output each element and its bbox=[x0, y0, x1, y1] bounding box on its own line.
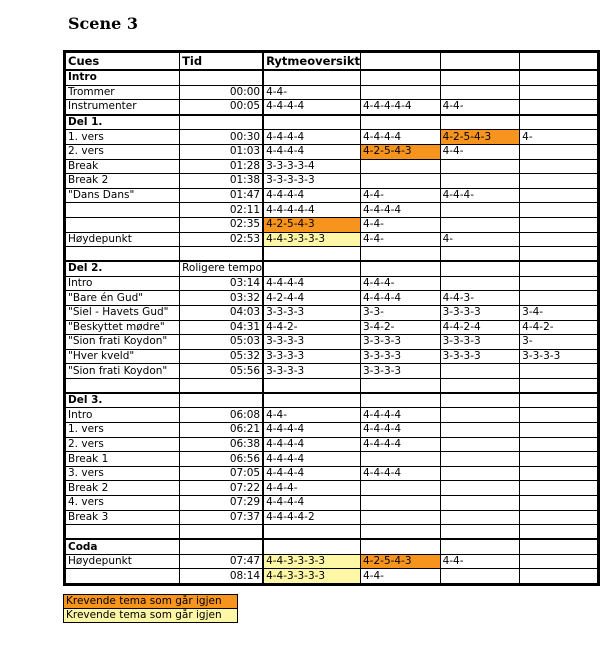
legend-orange: Krevende tema som går igjen bbox=[63, 594, 238, 609]
rhythm-cell bbox=[361, 174, 441, 189]
table-row bbox=[65, 291, 599, 306]
rhythm-cell: 4-4- bbox=[440, 144, 520, 159]
rhythm-cell bbox=[440, 174, 520, 189]
cue-table bbox=[63, 50, 600, 586]
rhythm-cell bbox=[440, 159, 520, 174]
table-row bbox=[65, 85, 599, 100]
time-cell: 05:56 bbox=[180, 364, 264, 379]
rhythm-cell bbox=[520, 291, 599, 306]
rhythm-cell: 4- bbox=[520, 130, 599, 145]
rhythm-cell bbox=[520, 554, 599, 569]
rhythm-cell bbox=[520, 144, 599, 159]
time-cell: 07:22 bbox=[180, 481, 264, 496]
table-row bbox=[65, 232, 599, 247]
rhythm-cell: 4-4-3-3-3-3 bbox=[263, 569, 360, 585]
cue-cell: 3. vers bbox=[65, 466, 180, 481]
rhythm-cell bbox=[520, 115, 599, 130]
section-row bbox=[65, 539, 599, 554]
rhythm-cell bbox=[361, 261, 441, 276]
cue-cell bbox=[65, 217, 180, 232]
header-cell bbox=[520, 52, 599, 71]
cue-cell: "Beskyttet mødre" bbox=[65, 320, 180, 335]
section-row bbox=[65, 70, 599, 85]
table-row bbox=[65, 569, 599, 585]
rhythm-cell bbox=[520, 188, 599, 203]
cue-cell: 2. vers bbox=[65, 437, 180, 452]
table-row bbox=[65, 554, 599, 569]
rhythm-cell: 3-3-3-3 bbox=[263, 349, 360, 364]
time-cell: 07:47 bbox=[180, 554, 264, 569]
time-cell: 02:53 bbox=[180, 232, 264, 247]
rhythm-cell bbox=[520, 481, 599, 496]
header-cell bbox=[440, 52, 520, 71]
rhythm-cell: 4-4-4-4 bbox=[263, 496, 360, 511]
rhythm-cell: 3-4-2- bbox=[361, 320, 441, 335]
time-cell: 05:32 bbox=[180, 349, 264, 364]
rhythm-cell: 4-4-4- bbox=[263, 481, 360, 496]
rhythm-cell: 4-4-4-4 bbox=[263, 100, 360, 115]
rhythm-cell: 4-4-4-4 bbox=[263, 130, 360, 145]
time-cell bbox=[180, 70, 264, 85]
cue-cell: Intro bbox=[65, 408, 180, 423]
rhythm-cell bbox=[440, 525, 520, 540]
rhythm-cell: 4-4-4-4-4 bbox=[263, 203, 360, 218]
rhythm-cell: 4-2-5-4-3 bbox=[263, 217, 360, 232]
legend-yellow: Krevende tema som går igjen bbox=[63, 609, 238, 623]
rhythm-cell bbox=[520, 510, 599, 525]
rhythm-cell: 4-4-2-4 bbox=[440, 320, 520, 335]
rhythm-cell bbox=[263, 261, 360, 276]
rhythm-cell: 4-4-4-4 bbox=[263, 188, 360, 203]
header-cell: Rytmeoversikt bbox=[263, 52, 360, 71]
rhythm-cell bbox=[361, 510, 441, 525]
cue-cell: Del 1. bbox=[65, 115, 180, 130]
time-cell: Roligere tempo bbox=[180, 261, 264, 276]
rhythm-cell bbox=[361, 393, 441, 408]
table-row bbox=[65, 364, 599, 379]
cue-cell: "Siel - Havets Gud" bbox=[65, 305, 180, 320]
table-header-row bbox=[65, 52, 599, 71]
rhythm-cell: 4-4-2- bbox=[520, 320, 599, 335]
spacer-row bbox=[65, 247, 599, 262]
cue-cell: Intro bbox=[65, 70, 180, 85]
table-row bbox=[65, 349, 599, 364]
cue-cell bbox=[65, 569, 180, 585]
rhythm-cell: 3-3-3-3 bbox=[361, 349, 441, 364]
table-row bbox=[65, 466, 599, 481]
rhythm-cell bbox=[361, 525, 441, 540]
time-cell: 07:05 bbox=[180, 466, 264, 481]
table-row bbox=[65, 423, 599, 438]
time-cell bbox=[180, 115, 264, 130]
rhythm-cell: 3-3-3-3-4 bbox=[263, 159, 360, 174]
rhythm-cell: 4-2-5-4-3 bbox=[361, 144, 441, 159]
rhythm-cell bbox=[440, 217, 520, 232]
cue-cell: "Sion frati Koydon" bbox=[65, 335, 180, 350]
rhythm-cell bbox=[440, 481, 520, 496]
time-cell: 00:05 bbox=[180, 100, 264, 115]
rhythm-cell: 4-2-5-4-3 bbox=[361, 554, 441, 569]
rhythm-cell: 4-4- bbox=[361, 569, 441, 585]
table-row bbox=[65, 276, 599, 291]
cue-cell: Break bbox=[65, 159, 180, 174]
time-cell: 01:03 bbox=[180, 144, 264, 159]
rhythm-cell bbox=[361, 159, 441, 174]
rhythm-cell bbox=[440, 466, 520, 481]
header-cell bbox=[361, 52, 441, 71]
cue-cell: 2. vers bbox=[65, 144, 180, 159]
rhythm-cell: 4-4-4-4 bbox=[361, 203, 441, 218]
table-row bbox=[65, 188, 599, 203]
time-cell: 07:29 bbox=[180, 496, 264, 511]
rhythm-cell: 4-4- bbox=[361, 188, 441, 203]
table-row bbox=[65, 510, 599, 525]
rhythm-cell: 3-3-3-3 bbox=[361, 364, 441, 379]
cue-cell: Del 3. bbox=[65, 393, 180, 408]
rhythm-cell: 3-3-3-3 bbox=[440, 305, 520, 320]
time-cell bbox=[180, 525, 264, 540]
time-cell: 01:38 bbox=[180, 174, 264, 189]
spacer-row bbox=[65, 525, 599, 540]
rhythm-cell bbox=[263, 393, 360, 408]
rhythm-cell bbox=[520, 452, 599, 467]
rhythm-cell bbox=[440, 247, 520, 262]
rhythm-cell: 4-4-4- bbox=[361, 276, 441, 291]
rhythm-cell bbox=[440, 378, 520, 393]
rhythm-cell bbox=[440, 408, 520, 423]
rhythm-cell bbox=[440, 85, 520, 100]
cue-cell: "Dans Dans" bbox=[65, 188, 180, 203]
rhythm-cell bbox=[361, 452, 441, 467]
cue-cell: "Sion frati Koydon" bbox=[65, 364, 180, 379]
rhythm-cell bbox=[440, 539, 520, 554]
time-cell: 03:32 bbox=[180, 291, 264, 306]
rhythm-cell: 4-4-4-4 bbox=[361, 466, 441, 481]
rhythm-cell bbox=[440, 364, 520, 379]
rhythm-cell: 3-3- bbox=[361, 305, 441, 320]
rhythm-cell bbox=[520, 569, 599, 585]
time-cell: 04:03 bbox=[180, 305, 264, 320]
rhythm-cell bbox=[440, 276, 520, 291]
section-row bbox=[65, 261, 599, 276]
rhythm-cell: 4-4-4-4 bbox=[263, 437, 360, 452]
rhythm-cell bbox=[263, 115, 360, 130]
rhythm-cell bbox=[440, 423, 520, 438]
rhythm-cell bbox=[520, 85, 599, 100]
rhythm-cell: 4-4-4-4-2 bbox=[263, 510, 360, 525]
rhythm-cell bbox=[361, 378, 441, 393]
table-row bbox=[65, 159, 599, 174]
time-cell: 02:35 bbox=[180, 217, 264, 232]
cue-cell: Høydepunkt bbox=[65, 232, 180, 247]
rhythm-cell: 4-4-4-4 bbox=[361, 423, 441, 438]
rhythm-cell bbox=[361, 70, 441, 85]
rhythm-cell bbox=[440, 70, 520, 85]
rhythm-cell bbox=[520, 466, 599, 481]
cue-cell: Break 2 bbox=[65, 481, 180, 496]
rhythm-cell: 4-4- bbox=[361, 232, 441, 247]
cue-cell bbox=[65, 247, 180, 262]
cue-cell: Coda bbox=[65, 539, 180, 554]
rhythm-cell: 4-4-3-3-3-3 bbox=[263, 232, 360, 247]
rhythm-cell bbox=[263, 70, 360, 85]
rhythm-cell bbox=[520, 261, 599, 276]
cue-cell bbox=[65, 525, 180, 540]
scene-title: Scene 3 bbox=[68, 14, 138, 33]
rhythm-cell: 4-4- bbox=[263, 85, 360, 100]
cue-cell: Break 3 bbox=[65, 510, 180, 525]
rhythm-cell bbox=[440, 203, 520, 218]
time-cell: 01:47 bbox=[180, 188, 264, 203]
rhythm-cell bbox=[520, 217, 599, 232]
table-row bbox=[65, 496, 599, 511]
rhythm-cell bbox=[520, 539, 599, 554]
cue-cell: Instrumenter bbox=[65, 100, 180, 115]
rhythm-cell bbox=[520, 247, 599, 262]
cue-cell: Intro bbox=[65, 276, 180, 291]
table-row bbox=[65, 481, 599, 496]
rhythm-cell bbox=[520, 393, 599, 408]
cue-cell: Break 2 bbox=[65, 174, 180, 189]
rhythm-cell: 3- bbox=[520, 335, 599, 350]
rhythm-cell: 3-3-3-3 bbox=[440, 335, 520, 350]
table-row bbox=[65, 452, 599, 467]
table-row bbox=[65, 144, 599, 159]
rhythm-cell bbox=[263, 525, 360, 540]
cue-cell bbox=[65, 203, 180, 218]
time-cell: 03:14 bbox=[180, 276, 264, 291]
cue-cell: 1. vers bbox=[65, 130, 180, 145]
table-row bbox=[65, 335, 599, 350]
rhythm-cell bbox=[520, 525, 599, 540]
rhythm-cell: 4-4-4-4 bbox=[361, 291, 441, 306]
rhythm-cell: 4-4-4-4 bbox=[361, 437, 441, 452]
table-row bbox=[65, 203, 599, 218]
rhythm-cell bbox=[520, 496, 599, 511]
time-cell: 06:56 bbox=[180, 452, 264, 467]
cue-cell bbox=[65, 378, 180, 393]
rhythm-cell bbox=[520, 364, 599, 379]
rhythm-cell bbox=[440, 393, 520, 408]
cue-cell: Break 1 bbox=[65, 452, 180, 467]
rhythm-cell bbox=[520, 276, 599, 291]
rhythm-cell: 4-4-4-4 bbox=[263, 452, 360, 467]
time-cell: 00:30 bbox=[180, 130, 264, 145]
cue-cell: Trommer bbox=[65, 85, 180, 100]
rhythm-cell: 3-3-3-3 bbox=[520, 349, 599, 364]
time-cell: 08:14 bbox=[180, 569, 264, 585]
rhythm-cell: 4-4-3- bbox=[440, 291, 520, 306]
rhythm-cell bbox=[263, 539, 360, 554]
rhythm-cell: 4- bbox=[440, 232, 520, 247]
rhythm-cell: 3-4- bbox=[520, 305, 599, 320]
legend bbox=[63, 594, 238, 623]
rhythm-cell bbox=[520, 423, 599, 438]
rhythm-cell: 3-3-3-3-3 bbox=[263, 174, 360, 189]
header-cell: Cues bbox=[65, 52, 180, 71]
header-cell: Tid bbox=[180, 52, 264, 71]
rhythm-cell: 4-4-4-4 bbox=[263, 466, 360, 481]
cue-cell: Del 2. bbox=[65, 261, 180, 276]
rhythm-cell: 4-4-4-4-4 bbox=[361, 100, 441, 115]
rhythm-cell: 4-2-4-4 bbox=[263, 291, 360, 306]
rhythm-cell bbox=[520, 378, 599, 393]
rhythm-cell bbox=[361, 85, 441, 100]
cue-cell: 4. vers bbox=[65, 496, 180, 511]
table-row bbox=[65, 100, 599, 115]
section-row bbox=[65, 393, 599, 408]
rhythm-cell bbox=[440, 437, 520, 452]
rhythm-cell bbox=[520, 232, 599, 247]
rhythm-cell bbox=[440, 510, 520, 525]
rhythm-cell bbox=[520, 174, 599, 189]
rhythm-cell bbox=[440, 115, 520, 130]
table-row bbox=[65, 437, 599, 452]
rhythm-cell: 4-4-4-4 bbox=[361, 130, 441, 145]
rhythm-cell bbox=[520, 408, 599, 423]
rhythm-cell: 3-3-3-3 bbox=[263, 305, 360, 320]
rhythm-cell bbox=[440, 452, 520, 467]
table-row bbox=[65, 408, 599, 423]
cue-cell: Høydepunkt bbox=[65, 554, 180, 569]
spacer-row bbox=[65, 378, 599, 393]
rhythm-cell: 4-4-4-4 bbox=[361, 408, 441, 423]
rhythm-cell: 4-4-4- bbox=[440, 188, 520, 203]
time-cell: 02:11 bbox=[180, 203, 264, 218]
rhythm-cell: 4-4- bbox=[440, 100, 520, 115]
time-cell bbox=[180, 247, 264, 262]
rhythm-cell: 4-4- bbox=[263, 408, 360, 423]
rhythm-cell: 4-4- bbox=[440, 554, 520, 569]
rhythm-cell: 3-3-3-3 bbox=[361, 335, 441, 350]
rhythm-cell bbox=[520, 100, 599, 115]
rhythm-cell bbox=[520, 70, 599, 85]
rhythm-cell bbox=[361, 539, 441, 554]
time-cell: 05:03 bbox=[180, 335, 264, 350]
rhythm-cell bbox=[361, 115, 441, 130]
rhythm-cell bbox=[263, 378, 360, 393]
table-row bbox=[65, 174, 599, 189]
rhythm-cell: 3-3-3-3 bbox=[263, 335, 360, 350]
time-cell bbox=[180, 378, 264, 393]
rhythm-cell: 4-4- bbox=[361, 217, 441, 232]
rhythm-cell bbox=[361, 247, 441, 262]
rhythm-cell: 4-4-4-4 bbox=[263, 276, 360, 291]
rhythm-cell bbox=[361, 481, 441, 496]
time-cell: 07:37 bbox=[180, 510, 264, 525]
rhythm-cell: 4-4-3-3-3-3 bbox=[263, 554, 360, 569]
rhythm-cell bbox=[263, 247, 360, 262]
rhythm-cell bbox=[520, 203, 599, 218]
time-cell: 06:38 bbox=[180, 437, 264, 452]
rhythm-cell: 4-4-4-4 bbox=[263, 423, 360, 438]
table-row bbox=[65, 217, 599, 232]
rhythm-cell bbox=[520, 159, 599, 174]
rhythm-cell: 4-2-5-4-3 bbox=[440, 130, 520, 145]
rhythm-cell bbox=[520, 437, 599, 452]
time-cell: 00:00 bbox=[180, 85, 264, 100]
table-row bbox=[65, 320, 599, 335]
rhythm-cell bbox=[361, 496, 441, 511]
time-cell: 01:28 bbox=[180, 159, 264, 174]
time-cell: 04:31 bbox=[180, 320, 264, 335]
cue-cell: "Bare én Gud" bbox=[65, 291, 180, 306]
time-cell: 06:21 bbox=[180, 423, 264, 438]
time-cell bbox=[180, 393, 264, 408]
rhythm-cell: 3-3-3-3 bbox=[440, 349, 520, 364]
rhythm-cell bbox=[440, 496, 520, 511]
rhythm-cell: 3-3-3-3 bbox=[263, 364, 360, 379]
rhythm-cell bbox=[440, 569, 520, 585]
table-row bbox=[65, 130, 599, 145]
time-cell bbox=[180, 539, 264, 554]
rhythm-cell bbox=[440, 261, 520, 276]
table-row bbox=[65, 305, 599, 320]
rhythm-cell: 4-4-4-4 bbox=[263, 144, 360, 159]
time-cell: 06:08 bbox=[180, 408, 264, 423]
rhythm-cell: 4-4-2- bbox=[263, 320, 360, 335]
cue-cell: 1. vers bbox=[65, 423, 180, 438]
section-row bbox=[65, 115, 599, 130]
cue-cell: "Hver kveld" bbox=[65, 349, 180, 364]
